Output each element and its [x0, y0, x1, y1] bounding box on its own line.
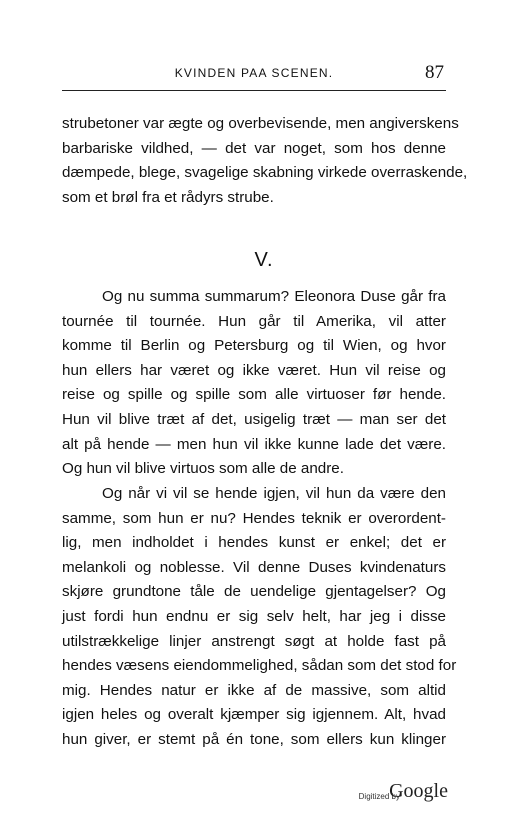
text-line: Og når vi vil se hende igjen, vil hun da være den: [102, 485, 446, 502]
text-line: strubetoner var ægte og overbevisende, men angiverskens: [62, 115, 459, 132]
running-title: KVINDEN PAA SCENEN.: [174, 66, 334, 80]
text-line: Og hun vil blive virtuos som alle de andre.: [62, 460, 344, 478]
text-line: utilstrækkelige linjer anstrengt søgt at holde fast på: [62, 632, 446, 650]
paragraph-1: [62, 285, 446, 482]
text-line: hendes væsens eiendommelighed, sådan som det stod for: [62, 657, 457, 675]
running-header: [62, 62, 446, 91]
text-line: Hun vil blive træt af det, usigelig træt — man ser det: [62, 410, 446, 428]
digitized-by-text: Digitized by: [358, 792, 400, 801]
paragraph-top: [62, 112, 468, 210]
text-line: hun giver, er stemt på én tone, som ellers kun klinger: [62, 730, 446, 748]
text-line: reise og spille og spille som alle virtuoser før hende.: [62, 386, 446, 404]
text-line: lig, men indholdet i hendes kunst er enkel; det er: [62, 534, 446, 552]
paragraph-2: [62, 482, 457, 753]
text-line: hun ellers har været og ikke været. Hun vil reise og: [62, 361, 446, 379]
text-line: dæmpede, blege, svagelige skabning virkede overraskende,: [62, 164, 468, 182]
page-number: 87: [425, 62, 444, 83]
text-line: just fordi hun endnu er sig selv helt, har jeg i disse: [62, 607, 446, 625]
text-line: Og nu summa summarum? Eleonora Duse går fra: [102, 288, 446, 305]
section-heading: V.: [254, 249, 274, 271]
text-line: mig. Hendes natur er ikke af de massive, som altid: [62, 681, 446, 699]
text-line: samme, som hun er nu? Hendes teknik er overordent-: [62, 509, 446, 527]
text-line: barbariske vildhed, — det var noget, som hos denne: [62, 139, 446, 157]
text-line: skjøre grundtone tåle de uendelige gjentagelser? Og: [62, 583, 446, 601]
text-line: som et brøl fra et rådyrs strube.: [62, 188, 274, 206]
text-line: komme til Berlin og Petersburg og til Wien, og hvor: [62, 337, 446, 355]
text-line: melankoli og noblesse. Vil denne Duses kvindenaturs: [62, 558, 446, 576]
text-line: tournée til tournée. Hun går til Amerika, vil atter: [62, 312, 446, 330]
text-line: alt på hende — men hun vil ikke kunne lade det være.: [62, 435, 446, 453]
text-line: igjen heles og overalt kjæmper sig igjennem. Alt, hvad: [62, 706, 446, 724]
google-logo: Google: [389, 780, 448, 802]
